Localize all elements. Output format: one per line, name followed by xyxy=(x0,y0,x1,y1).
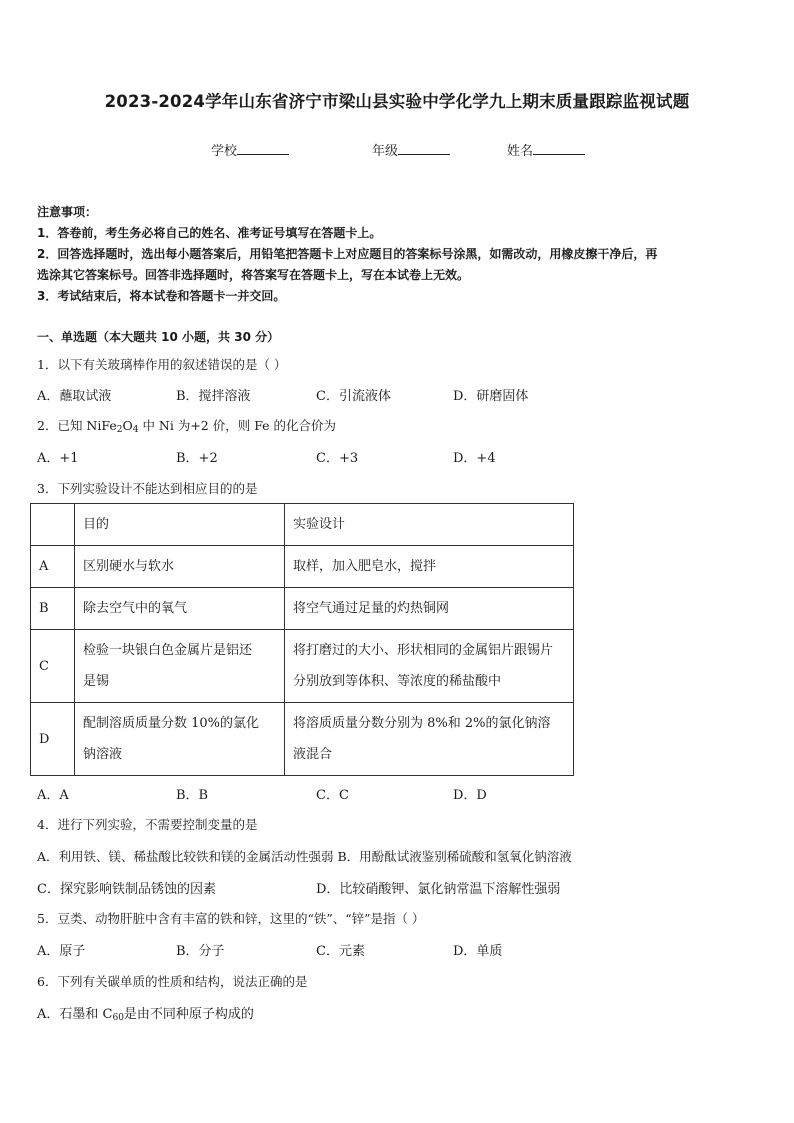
q2-stem-mid: O xyxy=(122,418,133,433)
q2-sub-1: 2 xyxy=(116,425,123,435)
q4-option-c: C．探究影响铁制品锈蚀的因素 xyxy=(37,882,216,897)
notice-item-2a: 2．回答选择题时，选出每小题答案后，用铅笔把答题卡上对应题目的答案标号涂黑，如需改动，用橡皮擦干净后，再 xyxy=(37,247,658,261)
row-label: C xyxy=(31,630,75,703)
q5-stem: 5．豆类、动物肝脏中含有丰富的铁和锌，这里的“铁”、“锌”是指（ ） xyxy=(37,911,425,926)
q6-option-a-post: 是由不同种原子构成的 xyxy=(123,1007,254,1022)
row-purpose-line: 检验一块银白色金属片是铝还 xyxy=(83,643,253,658)
row-label: B xyxy=(31,588,75,630)
table-header-purpose: 目的 xyxy=(75,504,285,546)
notice-heading: 注意事项： xyxy=(37,205,98,219)
row-label: A xyxy=(31,546,75,588)
row-purpose: 除去空气中的氧气 xyxy=(75,588,285,630)
row-design xyxy=(285,630,574,703)
q5-option-b: B．分子 xyxy=(176,944,225,959)
row-purpose xyxy=(75,703,285,776)
table-row xyxy=(31,703,574,776)
q3-option-c: C．C xyxy=(316,788,349,803)
q6-stem: 6．下列有关碳单质的性质和结构，说法正确的是 xyxy=(37,974,308,989)
q5-option-d: D．单质 xyxy=(453,944,503,959)
q2-option-b: B．+2 xyxy=(176,451,218,466)
name-field xyxy=(507,140,585,159)
row-design-line: 分别放到等体积、等浓度的稀盐酸中 xyxy=(293,674,502,689)
q3-stem: 3．下列实验设计不能达到相应目的的是 xyxy=(37,481,258,496)
row-purpose-line: 配制溶质质量分数 10%的氯化 xyxy=(83,716,260,731)
q3-option-d: D．D xyxy=(453,788,487,803)
row-design xyxy=(285,703,574,776)
school-field xyxy=(211,140,289,159)
row-label: D xyxy=(31,703,75,776)
school-label: 学校 xyxy=(211,144,238,159)
q6-option-a-sub: 60 xyxy=(112,1013,124,1023)
grade-blank xyxy=(398,142,450,155)
table-row xyxy=(31,588,574,630)
q3-table xyxy=(30,503,574,776)
q2-stem-post: 中 Ni 为+2 价，则 Fe 的化合价为 xyxy=(138,418,337,433)
q3-option-a: A．A xyxy=(37,788,69,803)
q6-option-a-pre: A．石墨和 C xyxy=(37,1007,113,1022)
grade-label: 年级 xyxy=(372,144,399,159)
q6-option-a xyxy=(37,1003,254,1023)
table-header-design: 实验设计 xyxy=(285,504,574,546)
q3-option-b: B．B xyxy=(176,788,209,803)
row-design-line: 将打磨过的大小、形状相同的金属铝片跟锡片 xyxy=(293,643,554,658)
name-label: 姓名 xyxy=(507,144,534,159)
grade-field xyxy=(372,140,450,159)
table-row xyxy=(31,546,574,588)
q1-option-d: D．研磨固体 xyxy=(453,389,529,404)
exam-title: 2023-2024学年山东省济宁市梁山县实验中学化学九上期末质量跟踪监视试题 xyxy=(104,92,690,111)
q1-option-a: A．蘸取试液 xyxy=(37,389,112,404)
q1-stem: 1．以下有关玻璃棒作用的叙述错误的是（ ） xyxy=(37,357,287,372)
q5-option-a: A．原子 xyxy=(37,944,86,959)
name-blank xyxy=(533,142,585,155)
section-heading: 一、单选题（本大题共 10 小题，共 30 分） xyxy=(37,330,280,344)
q2-sub-2: 4 xyxy=(132,425,139,435)
school-blank xyxy=(237,142,289,155)
row-purpose-line: 钠溶液 xyxy=(83,747,123,762)
row-purpose: 区别硬水与软水 xyxy=(75,546,285,588)
row-design: 取样，加入肥皂水，搅拌 xyxy=(285,546,574,588)
q2-option-d: D．+4 xyxy=(453,451,496,466)
row-design-line: 液混合 xyxy=(293,747,333,762)
q1-option-b: B．搅拌溶液 xyxy=(176,389,251,404)
q2-stem-pre: 2．已知 NiFe xyxy=(37,418,117,433)
row-design: 将空气通过足量的灼热铜网 xyxy=(285,588,574,630)
q1-option-c: C．引流液体 xyxy=(316,389,391,404)
notice-item-3: 3．考试结束后，将本试卷和答题卡一并交回。 xyxy=(37,289,286,303)
table-header-corner xyxy=(31,504,75,546)
q4-option-d: D．比较硝酸钾、氯化钠常温下溶解性强弱 xyxy=(316,882,561,897)
table-header-row xyxy=(31,504,574,546)
row-purpose-line: 是锡 xyxy=(83,674,110,689)
row-purpose xyxy=(75,630,285,703)
q2-option-a: A．+1 xyxy=(37,451,79,466)
notice-item-2b: 选涂其它答案标号。回答非选择题时，将答案写在答题卡上，写在本试卷上无效。 xyxy=(37,268,470,282)
q2-option-c: C．+3 xyxy=(316,451,359,466)
q2-stem xyxy=(37,416,336,435)
q4-stem: 4．进行下列实验，不需要控制变量的是 xyxy=(37,817,258,832)
notice-item-1: 1．答卷前，考生务必将自己的姓名、准考证号填写在答题卡上。 xyxy=(37,226,382,240)
table-row xyxy=(31,630,574,703)
q4-options-ab: A．利用铁、镁、稀盐酸比较铁和镁的金属活动性强弱 B．用酚酞试液鉴别稀硫酸和氢氧化钠溶液 xyxy=(37,849,572,864)
q5-option-c: C．元素 xyxy=(316,944,365,959)
row-design-line: 将溶质质量分数分别为 8%和 2%的氯化钠溶 xyxy=(293,716,551,731)
